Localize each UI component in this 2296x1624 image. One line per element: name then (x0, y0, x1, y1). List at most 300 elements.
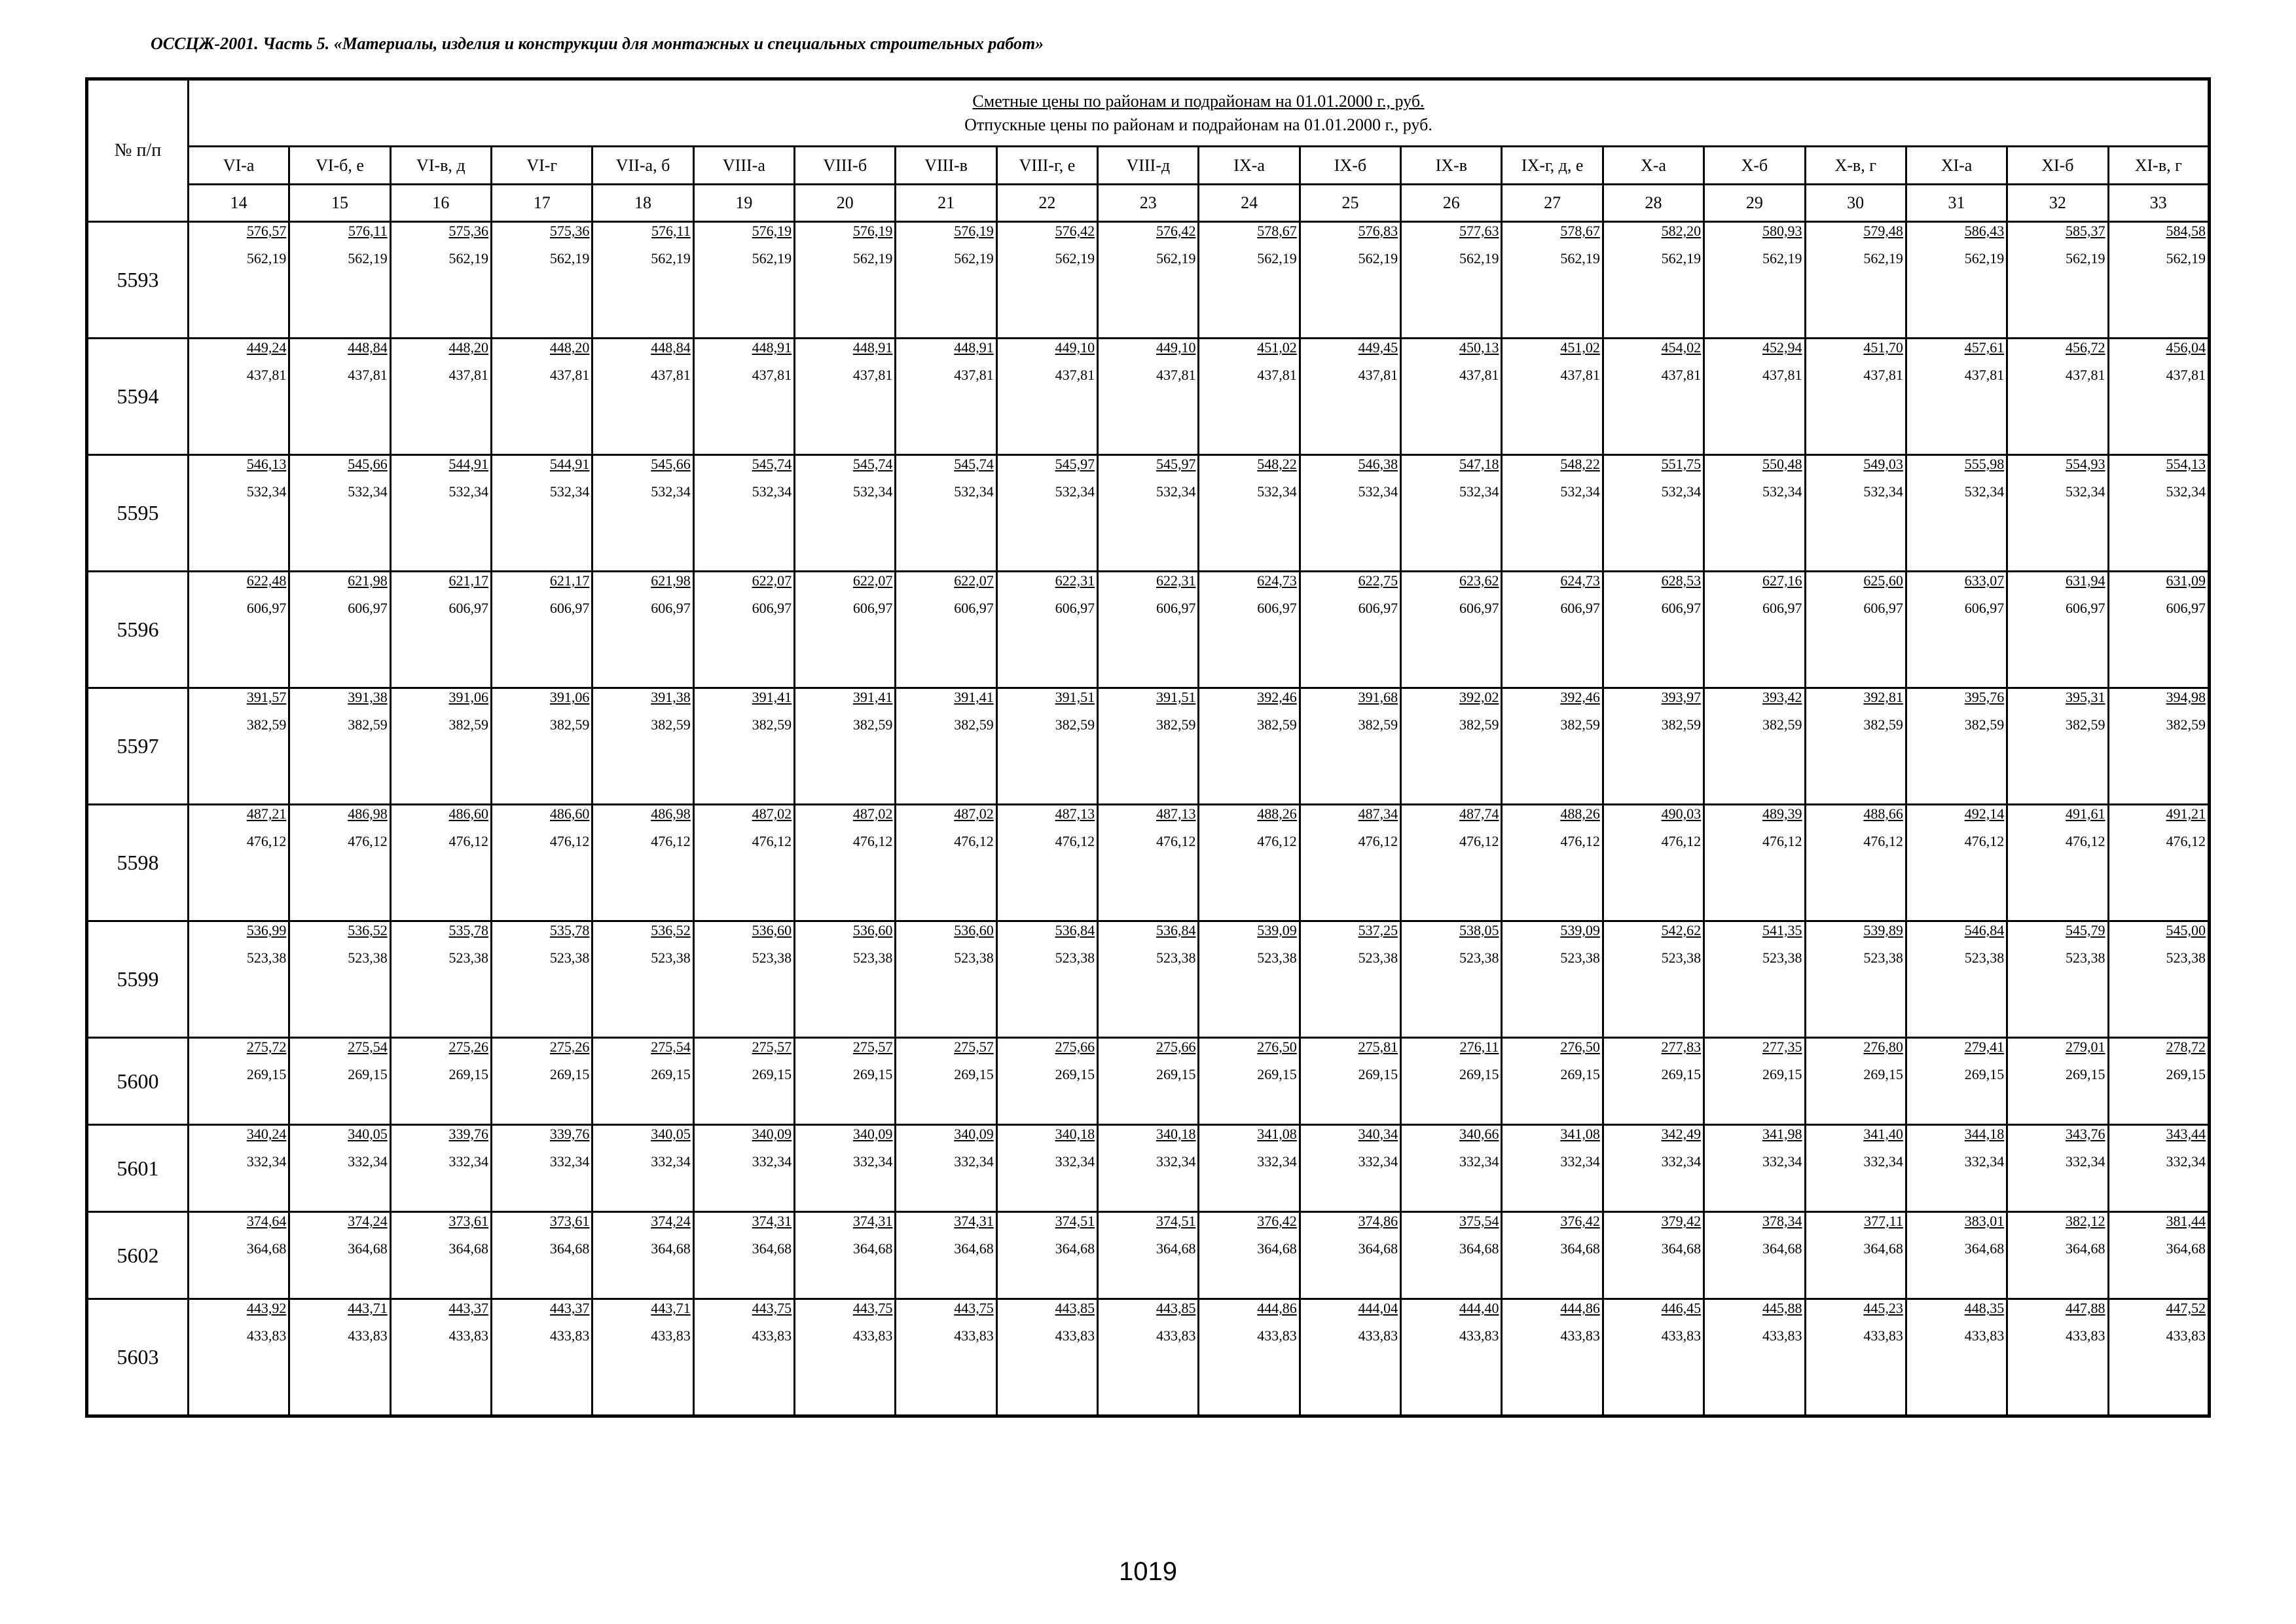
release-price: 476,12 (2066, 833, 2105, 849)
release-price: 364,68 (651, 1240, 691, 1257)
price-cell (2108, 455, 2209, 572)
estimate-price: 339,76 (549, 1126, 590, 1142)
release-price: 523,38 (246, 950, 287, 966)
estimate-price: 544,91 (549, 456, 590, 472)
estimate-price: 627,16 (1762, 572, 1802, 589)
estimate-price: 341,08 (1257, 1126, 1297, 1142)
release-price: 433,83 (1055, 1327, 1095, 1344)
release-price: 562,19 (448, 250, 489, 267)
release-price: 532,34 (752, 483, 792, 500)
price-cell (1300, 921, 1400, 1038)
price-cell (592, 222, 693, 339)
estimate-price: 488,66 (1863, 805, 1903, 822)
price-cell (1906, 805, 2007, 921)
estimate-price: 488,26 (1560, 805, 1600, 822)
release-price: 523,38 (1863, 950, 1903, 966)
release-price: 532,34 (448, 483, 489, 500)
estimate-price: 276,50 (1560, 1039, 1600, 1055)
release-price: 382,59 (1964, 716, 2005, 733)
column-index: 20 (795, 185, 896, 222)
release-price: 332,34 (954, 1153, 994, 1170)
price-cell (1704, 688, 1805, 805)
estimate-price: 539,09 (1560, 922, 1600, 938)
estimate-price: 584,58 (2166, 223, 2206, 239)
release-price: 364,68 (954, 1240, 994, 1257)
estimate-price: 622,07 (752, 572, 792, 589)
release-price: 532,34 (1560, 483, 1600, 500)
estimate-price: 392,02 (1459, 689, 1499, 705)
release-price: 606,97 (246, 600, 287, 616)
price-cell (1098, 1038, 1199, 1125)
price-cell (996, 339, 1097, 455)
release-price: 269,15 (1863, 1066, 1903, 1082)
estimate-price: 443,75 (954, 1300, 994, 1316)
price-cell (1502, 1299, 1603, 1416)
table-row (87, 339, 2210, 455)
release-price: 476,12 (348, 833, 388, 849)
release-price: 433,83 (549, 1327, 590, 1344)
price-cell (896, 455, 996, 572)
header-row-title (87, 79, 2210, 147)
release-price: 382,59 (246, 716, 287, 733)
column-index: 31 (1906, 185, 2007, 222)
price-cell (1805, 1038, 1906, 1125)
release-price: 437,81 (1358, 367, 1398, 383)
release-price: 606,97 (1964, 600, 2005, 616)
price-cell (2108, 805, 2209, 921)
estimate-price: 340,09 (954, 1126, 994, 1142)
estimate-price: 456,72 (2066, 339, 2105, 356)
price-cell (390, 1212, 491, 1299)
price-cell (1401, 1299, 1502, 1416)
estimate-price: 536,84 (1055, 922, 1095, 938)
price-cell (1906, 222, 2007, 339)
column-index: 16 (390, 185, 491, 222)
price-cell (996, 1038, 1097, 1125)
estimate-price: 486,98 (348, 805, 388, 822)
price-cell (1199, 222, 1300, 339)
release-price: 332,34 (1459, 1153, 1499, 1170)
release-price: 433,83 (1156, 1327, 1196, 1344)
estimate-price: 536,99 (246, 922, 287, 938)
release-price: 606,97 (1762, 600, 1802, 616)
price-cell (189, 455, 289, 572)
estimate-price: 447,88 (2066, 1300, 2105, 1316)
release-price: 532,34 (1156, 483, 1196, 500)
estimate-price: 536,60 (752, 922, 792, 938)
release-price: 606,97 (1560, 600, 1600, 616)
price-cell (795, 455, 896, 572)
release-price: 437,81 (348, 367, 388, 383)
release-price: 532,34 (246, 483, 287, 500)
price-cell (1704, 222, 1805, 339)
estimate-price: 391,57 (246, 689, 287, 705)
price-cell (1704, 455, 1805, 572)
price-cell (996, 921, 1097, 1038)
estimate-price: 374,86 (1358, 1213, 1398, 1229)
price-cell (390, 222, 491, 339)
price-cell (795, 1125, 896, 1212)
release-price: 269,15 (954, 1066, 994, 1082)
release-price: 437,81 (246, 367, 287, 383)
estimate-price: 391,41 (954, 689, 994, 705)
price-cell (2007, 572, 2108, 688)
table-row (87, 455, 2210, 572)
release-price: 476,12 (852, 833, 893, 849)
release-price: 562,19 (1156, 250, 1196, 267)
release-price: 364,68 (852, 1240, 893, 1257)
release-price: 606,97 (549, 600, 590, 616)
price-cell (1906, 455, 2007, 572)
price-cell (390, 339, 491, 455)
release-price: 332,34 (1560, 1153, 1600, 1170)
price-cell (1603, 572, 1704, 688)
estimate-price: 448,91 (852, 339, 893, 356)
release-price: 332,34 (1257, 1153, 1297, 1170)
estimate-price: 487,02 (852, 805, 893, 822)
release-price: 332,34 (1055, 1153, 1095, 1170)
price-cell (1502, 921, 1603, 1038)
estimate-price: 578,67 (1560, 223, 1600, 239)
release-price: 332,34 (348, 1153, 388, 1170)
estimate-price: 539,89 (1863, 922, 1903, 938)
release-price: 433,83 (246, 1327, 287, 1344)
estimate-price: 391,41 (852, 689, 893, 705)
release-price: 437,81 (549, 367, 590, 383)
release-price: 269,15 (549, 1066, 590, 1082)
estimate-price: 576,83 (1358, 223, 1398, 239)
release-price: 562,19 (1762, 250, 1802, 267)
release-price: 382,59 (1863, 716, 1903, 733)
price-cell (1300, 1212, 1400, 1299)
release-price: 523,38 (752, 950, 792, 966)
price-cell (2007, 455, 2108, 572)
release-price: 523,38 (448, 950, 489, 966)
release-price: 532,34 (1257, 483, 1297, 500)
estimate-price: 443,75 (852, 1300, 893, 1316)
estimate-price: 633,07 (1964, 572, 2005, 589)
release-price: 523,38 (1156, 950, 1196, 966)
price-cell (1805, 1212, 1906, 1299)
release-price: 562,19 (1257, 250, 1297, 267)
price-cell (1603, 805, 1704, 921)
price-cell (1805, 1299, 1906, 1416)
price-cell (795, 805, 896, 921)
estimate-price: 487,13 (1156, 805, 1196, 822)
release-price: 269,15 (1257, 1066, 1297, 1082)
price-cell (189, 688, 289, 805)
estimate-price: 393,42 (1762, 689, 1802, 705)
price-cell (1401, 1038, 1502, 1125)
region-header: VI-в, д (390, 147, 491, 185)
price-cell (592, 688, 693, 805)
estimate-price: 578,67 (1257, 223, 1297, 239)
release-price: 606,97 (1055, 600, 1095, 616)
release-price: 562,19 (1661, 250, 1702, 267)
estimate-price: 541,35 (1762, 922, 1802, 938)
estimate-price: 276,11 (1459, 1039, 1499, 1055)
estimate-price: 622,07 (852, 572, 893, 589)
estimate-price: 443,75 (752, 1300, 792, 1316)
estimate-price: 451,70 (1863, 339, 1903, 356)
price-cell (795, 222, 896, 339)
price-cell (1906, 339, 2007, 455)
release-price: 476,12 (1459, 833, 1499, 849)
release-price: 532,34 (651, 483, 691, 500)
estimate-price: 443,85 (1156, 1300, 1196, 1316)
table-row (87, 1125, 2210, 1212)
price-cell (1805, 455, 1906, 572)
estimate-price-header: Сметные цены по районам и подрайонам на 01.01.2000 г., руб. (972, 91, 1425, 111)
price-cell (1300, 688, 1400, 805)
release-price: 269,15 (752, 1066, 792, 1082)
estimate-price: 383,01 (1964, 1213, 2005, 1229)
price-cell (1098, 688, 1199, 805)
release-price: 562,19 (2066, 250, 2105, 267)
release-price: 433,83 (1964, 1327, 2005, 1344)
region-header: VI-а (189, 147, 289, 185)
estimate-price: 392,46 (1560, 689, 1600, 705)
release-price: 606,97 (348, 600, 388, 616)
price-cell (1401, 1212, 1502, 1299)
price-cell (189, 1125, 289, 1212)
price-cell (795, 921, 896, 1038)
price-cell (693, 1212, 794, 1299)
estimate-price: 340,05 (348, 1126, 388, 1142)
estimate-price: 622,75 (1358, 572, 1398, 589)
release-price: 476,12 (2166, 833, 2206, 849)
estimate-price: 487,02 (954, 805, 994, 822)
estimate-price: 374,51 (1156, 1213, 1196, 1229)
price-cell (289, 921, 390, 1038)
release-price: 332,34 (1964, 1153, 2005, 1170)
release-price: 332,34 (2166, 1153, 2206, 1170)
release-price: 476,12 (1257, 833, 1297, 849)
release-price: 433,83 (1762, 1327, 1802, 1344)
estimate-price: 536,60 (852, 922, 893, 938)
release-price: 382,59 (1762, 716, 1802, 733)
price-cell (1906, 572, 2007, 688)
release-price: 364,68 (1257, 1240, 1297, 1257)
price-cell (592, 805, 693, 921)
release-price: 332,34 (651, 1153, 691, 1170)
price-cell (592, 1299, 693, 1416)
column-index-row (87, 185, 2210, 222)
price-cell (2007, 1299, 2108, 1416)
estimate-price: 622,31 (1055, 572, 1095, 589)
release-price: 382,59 (1257, 716, 1297, 733)
release-price: 476,12 (1661, 833, 1702, 849)
estimate-price: 577,63 (1459, 223, 1499, 239)
price-cell (189, 1212, 289, 1299)
estimate-price: 488,26 (1257, 805, 1297, 822)
estimate-price: 447,52 (2166, 1300, 2206, 1316)
column-index: 21 (896, 185, 996, 222)
release-price: 382,59 (448, 716, 489, 733)
price-cell (289, 572, 390, 688)
release-price: 269,15 (2066, 1066, 2105, 1082)
estimate-price: 449,45 (1358, 339, 1398, 356)
release-price: 606,97 (2066, 600, 2105, 616)
price-cell (1502, 1038, 1603, 1125)
release-price: 433,83 (1560, 1327, 1600, 1344)
price-cell (996, 455, 1097, 572)
release-price: 382,59 (1459, 716, 1499, 733)
release-price: 382,59 (549, 716, 590, 733)
release-price: 269,15 (1661, 1066, 1702, 1082)
release-price: 332,34 (852, 1153, 893, 1170)
region-header: X-в, г (1805, 147, 1906, 185)
price-cell (2007, 339, 2108, 455)
price-cell (2108, 1212, 2209, 1299)
price-cell (2108, 921, 2209, 1038)
price-cell (189, 222, 289, 339)
estimate-price: 631,09 (2166, 572, 2206, 589)
release-price: 476,12 (1358, 833, 1398, 849)
release-price: 382,59 (954, 716, 994, 733)
estimate-price: 575,36 (549, 223, 590, 239)
price-cell (1502, 1125, 1603, 1212)
price-cell (189, 805, 289, 921)
release-price: 562,19 (1560, 250, 1600, 267)
price-cell (1098, 455, 1199, 572)
release-price: 562,19 (1863, 250, 1903, 267)
price-cell (1704, 1212, 1805, 1299)
price-cell (592, 572, 693, 688)
price-cell (1300, 572, 1400, 688)
price-cell (1603, 1038, 1704, 1125)
estimate-price: 451,02 (1257, 339, 1297, 356)
price-cell (1300, 1125, 1400, 1212)
release-price: 532,34 (2066, 483, 2105, 500)
release-price: 437,81 (1964, 367, 2005, 383)
release-price: 437,81 (2066, 367, 2105, 383)
region-header-row (87, 147, 2210, 185)
price-cell (1502, 572, 1603, 688)
price-cell (693, 222, 794, 339)
region-header: IX-б (1300, 147, 1400, 185)
release-price: 523,38 (651, 950, 691, 966)
price-cell (492, 1038, 592, 1125)
row-number: 5601 (87, 1125, 189, 1212)
estimate-price: 445,23 (1863, 1300, 1903, 1316)
price-cell (795, 572, 896, 688)
release-price: 476,12 (1762, 833, 1802, 849)
price-cell (1199, 339, 1300, 455)
price-cell (1805, 339, 1906, 455)
release-price: 532,34 (348, 483, 388, 500)
release-price: 382,59 (2066, 716, 2105, 733)
release-price: 437,81 (1762, 367, 1802, 383)
release-price: 606,97 (1257, 600, 1297, 616)
estimate-price: 381,44 (2166, 1213, 2206, 1229)
estimate-price: 621,98 (651, 572, 691, 589)
price-cell (289, 339, 390, 455)
release-price: 437,81 (1560, 367, 1600, 383)
release-price: 476,12 (1560, 833, 1600, 849)
release-price: 437,81 (1257, 367, 1297, 383)
estimate-price: 275,66 (1055, 1039, 1095, 1055)
price-cell (2108, 572, 2209, 688)
release-price: 332,34 (246, 1153, 287, 1170)
price-cell (289, 1299, 390, 1416)
release-price: 437,81 (1055, 367, 1095, 383)
release-price: 433,83 (448, 1327, 489, 1344)
estimate-price: 546,13 (246, 456, 287, 472)
estimate-price: 443,71 (651, 1300, 691, 1316)
estimate-price: 443,85 (1055, 1300, 1095, 1316)
release-price: 562,19 (1055, 250, 1095, 267)
estimate-price: 624,73 (1257, 572, 1297, 589)
price-cell (390, 805, 491, 921)
release-price: 332,34 (448, 1153, 489, 1170)
estimate-price: 275,54 (348, 1039, 388, 1055)
release-price: 562,19 (651, 250, 691, 267)
estimate-price: 542,62 (1661, 922, 1702, 938)
release-price: 532,34 (1863, 483, 1903, 500)
price-cell (693, 1038, 794, 1125)
price-cell (390, 572, 491, 688)
row-number: 5595 (87, 455, 189, 572)
release-price: 364,68 (1358, 1240, 1398, 1257)
release-price: 476,12 (651, 833, 691, 849)
price-type-header (189, 79, 2210, 147)
table-row (87, 1212, 2210, 1299)
estimate-price: 391,68 (1358, 689, 1398, 705)
price-cell (1199, 455, 1300, 572)
estimate-price: 275,57 (852, 1039, 893, 1055)
estimate-price: 491,61 (2066, 805, 2105, 822)
release-price: 364,68 (1156, 1240, 1196, 1257)
price-cell (795, 688, 896, 805)
price-cell (592, 921, 693, 1038)
release-price: 562,19 (348, 250, 388, 267)
estimate-price: 340,34 (1358, 1126, 1398, 1142)
price-cell (996, 805, 1097, 921)
estimate-price: 487,74 (1459, 805, 1499, 822)
release-price: 269,15 (852, 1066, 893, 1082)
estimate-price: 450,13 (1459, 339, 1499, 356)
estimate-price: 486,60 (549, 805, 590, 822)
price-cell (492, 688, 592, 805)
price-cell (1704, 1038, 1805, 1125)
estimate-price: 576,42 (1156, 223, 1196, 239)
estimate-price: 585,37 (2066, 223, 2105, 239)
estimate-price: 279,41 (1964, 1039, 2005, 1055)
estimate-price: 448,91 (954, 339, 994, 356)
release-price: 269,15 (1055, 1066, 1095, 1082)
price-cell (1199, 1299, 1300, 1416)
price-cell (1603, 339, 1704, 455)
release-price: 523,38 (1358, 950, 1398, 966)
release-price: 382,59 (752, 716, 792, 733)
row-number: 5600 (87, 1038, 189, 1125)
release-price: 437,81 (752, 367, 792, 383)
price-cell (492, 1212, 592, 1299)
release-price: 269,15 (1964, 1066, 2005, 1082)
price-cell (1098, 1125, 1199, 1212)
price-cell (1603, 455, 1704, 572)
estimate-price: 445,88 (1762, 1300, 1802, 1316)
row-number-header: № п/п (87, 79, 189, 222)
estimate-price: 341,98 (1762, 1126, 1802, 1142)
release-price: 433,83 (752, 1327, 792, 1344)
estimate-price: 536,52 (651, 922, 691, 938)
release-price: 269,15 (1459, 1066, 1499, 1082)
release-price: 562,19 (852, 250, 893, 267)
price-cell (1300, 1038, 1400, 1125)
release-price: 364,68 (1863, 1240, 1903, 1257)
